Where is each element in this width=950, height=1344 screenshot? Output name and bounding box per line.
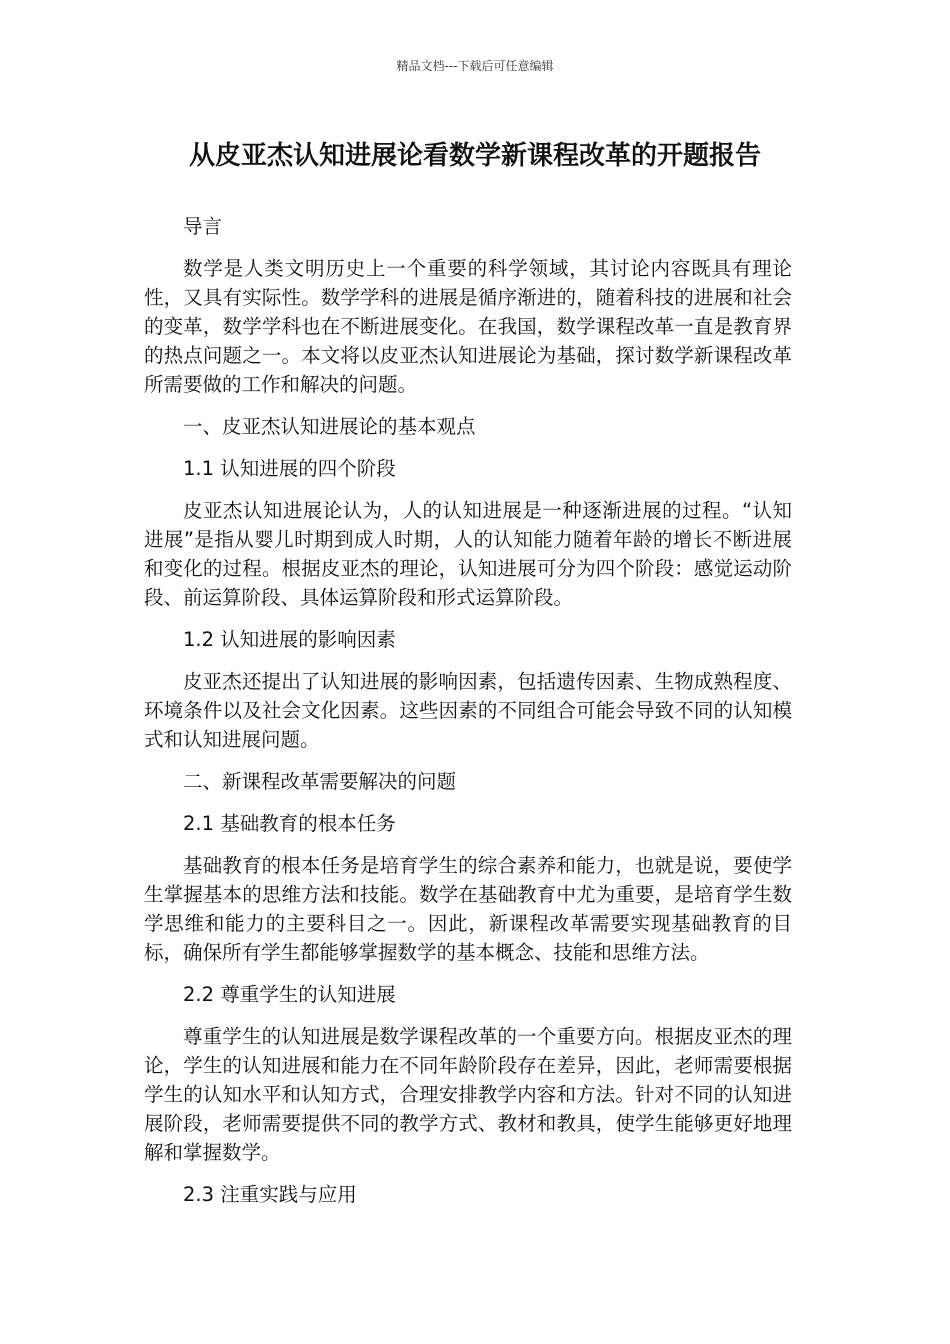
document-body — [144, 212, 792, 1222]
paragraph-intro: 数学是人类文明历史上一个重要的科学领域，其讨论内容既具有理论性，又具有实际性。数学学科的进展是循序渐进的，随着科技的进展和社会的变革，数学学科也在不断进展变化。在我国，数学课程改革一直是教育界的热点问题之一。本文将以皮亚杰认知进展论为基础，探讨数学新课程改革所需要做的工作和解决的问题。 — [144, 257, 792, 396]
paragraph-2-1: 基础教育的根本任务是培育学生的综合素养和能力，也就是说，要使学生掌握基本的思维方法和技能。数学在基础教育中尤为重要，是培育学生数学思维和能力的主要科目之一。因此，新课程改革需要实现基础教育的目标，确保所有学生都能够掌握数学的基本概念、技能和思维方法。 — [144, 854, 792, 964]
paragraph-2-2: 尊重学生的认知进展是数学课程改革的一个重要方向。根据皮亚杰的理论，学生的认知进展和能力在不同年龄阶段存在差异，因此，老师需要根据学生的认知水平和认知方式，合理安排教学内容和方法。针对不同的认知进展阶段，老师需要提供不同的教学方式、教材和教具，使学生能够更好地理解和掌握数学。 — [144, 1025, 792, 1164]
page-header-note: 精品文档---下载后可任意编辑 — [396, 59, 554, 73]
subsection-heading-1-2: 1.2 认知进展的影响因素 — [183, 628, 396, 651]
section-heading-1: 一、皮亚杰认知进展论的基本观点 — [183, 415, 476, 438]
subsection-heading-2-2: 2.2 尊重学生的认知进展 — [183, 983, 396, 1006]
paragraph-1-1: 皮亚杰认知进展论认为，人的认知进展是一种逐渐进展的过程。“认知进展”是指从婴儿时期到成人时期，人的认知能力随着年龄的增长不断进展和变化的过程。根据皮亚杰的理论，认知进展可分为四个阶段：感觉运动阶段、前运算阶段、具体运算阶段和形式运算阶段。 — [144, 499, 792, 609]
subsection-heading-1-1: 1.1 认知进展的四个阶段 — [183, 457, 396, 480]
paragraph-1-2: 皮亚杰还提出了认知进展的影响因素，包括遗传因素、生物成熟程度、环境条件以及社会文化因素。这些因素的不同组合可能会导致不同的认知模式和认知进展问题。 — [144, 670, 792, 751]
subsection-heading-2-3: 2.3 注重实践与应用 — [183, 1183, 357, 1206]
subsection-heading-2-1: 2.1 基础教育的根本任务 — [183, 812, 396, 835]
section-heading-intro: 导言 — [183, 215, 223, 238]
section-heading-2: 二、新课程改革需要解决的问题 — [183, 770, 457, 793]
document-title: 从皮亚杰认知进展论看数学新课程改革的开题报告 — [188, 141, 761, 171]
